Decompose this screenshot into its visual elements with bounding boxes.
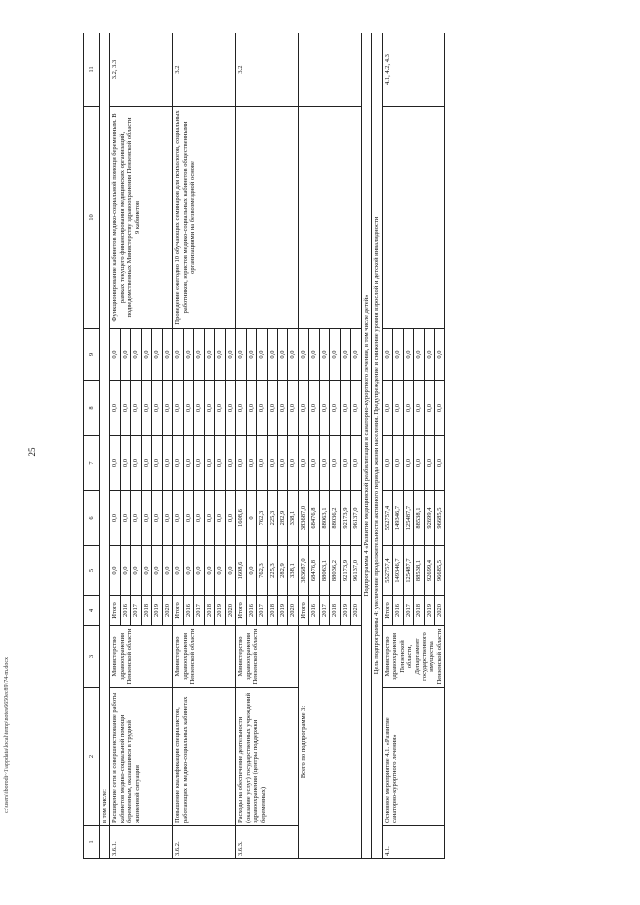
value-cell: 0,0 xyxy=(257,381,267,436)
value-cell: 0,0 xyxy=(288,436,298,491)
year-cell: 2019 xyxy=(424,596,434,626)
rotated-table-stage xyxy=(83,33,588,859)
value-cell: 0,0 xyxy=(309,381,319,436)
year-cell: 2019 xyxy=(277,596,287,626)
value-cell: 88036,2 xyxy=(330,546,340,596)
value-cell: 0,0 xyxy=(298,436,308,491)
value-cell: 282,9 xyxy=(277,491,287,546)
column-number: 1 xyxy=(84,826,100,859)
value-cell: 0,0 xyxy=(351,329,361,381)
value-cell: 0,0 xyxy=(330,381,340,436)
value-cell: 338,1 xyxy=(288,491,298,546)
value-cell: 68476,8 xyxy=(309,546,319,596)
value-cell: 0,0 xyxy=(267,329,277,381)
value-cell: 0,0 xyxy=(236,329,246,381)
subprogram-title-row xyxy=(361,33,371,859)
value-cell: 0,0 xyxy=(309,329,319,381)
value-cell: 0,0 xyxy=(225,329,235,381)
value-cell: 0,0 xyxy=(330,436,340,491)
value-cell: 762,3 xyxy=(257,546,267,596)
table-row xyxy=(110,33,120,859)
value-cell: 552757,4 xyxy=(382,491,392,546)
value-cell: 0,0 xyxy=(194,546,204,596)
value-cell: 149346,7 xyxy=(393,546,403,596)
value-cell: 96685,5 xyxy=(435,491,445,546)
table-body xyxy=(84,33,445,859)
value-cell: 0,0 xyxy=(298,329,308,381)
value-cell: 0,0 xyxy=(141,436,151,491)
value-cell: 0,0 xyxy=(246,329,256,381)
value-cell: 0,0 xyxy=(215,546,225,596)
column-number: 11 xyxy=(84,33,100,107)
value-cell: 0,0 xyxy=(110,381,120,436)
indicator-value: 9 кабинетов xyxy=(133,200,141,235)
value-cell: 88538,1 xyxy=(414,491,424,546)
value-cell: 0,0 xyxy=(340,436,350,491)
value-cell: 0,0 xyxy=(173,329,183,381)
executor: Министерство здравоохранения Пензенской области xyxy=(173,626,236,688)
value-cell: 0,0 xyxy=(246,436,256,491)
value-cell: 0,0 xyxy=(267,436,277,491)
value-cell: 0,0 xyxy=(340,381,350,436)
value-cell: 0,0 xyxy=(393,436,403,491)
goal-ref: 3.2, 3.3 xyxy=(110,33,173,107)
value-cell: 338,1 xyxy=(288,546,298,596)
value-cell: 0,0 xyxy=(110,491,120,546)
value-cell: 0,0 xyxy=(225,436,235,491)
executor: Министерство здравоохранения Пензенской области, Департамент государственного имущества Пензенской области xyxy=(382,626,445,688)
value-cell: 0,0 xyxy=(120,329,130,381)
value-cell: 0,0 xyxy=(152,546,162,596)
column-number: 5 xyxy=(84,546,100,596)
column-number: 3 xyxy=(84,626,100,688)
value-cell: 0,0 xyxy=(120,381,130,436)
value-cell: 0,0 xyxy=(330,329,340,381)
value-cell: 0,0 xyxy=(382,329,392,381)
value-cell: 0,0 xyxy=(110,546,120,596)
table-row xyxy=(298,33,308,859)
year-cell: 2016 xyxy=(120,596,130,626)
year-cell: 2017 xyxy=(257,596,267,626)
value-cell: 0,0 xyxy=(246,546,256,596)
value-cell: 0,0 xyxy=(225,381,235,436)
column-number: 9 xyxy=(84,329,100,381)
column-number: 2 xyxy=(84,688,100,826)
value-cell: 0,0 xyxy=(215,381,225,436)
column-number: 7 xyxy=(84,436,100,491)
value-cell: 225,3 xyxy=(267,491,277,546)
value-cell: 0,0 xyxy=(162,329,172,381)
value-cell: 96137,0 xyxy=(351,546,361,596)
value-cell: 0 xyxy=(246,491,256,546)
value-cell: 125487,7 xyxy=(403,491,413,546)
value-cell: 0,0 xyxy=(152,329,162,381)
row-number: 4.1. xyxy=(382,826,445,859)
value-cell: 92699,4 xyxy=(424,491,434,546)
year-cell: 2020 xyxy=(351,596,361,626)
table-row xyxy=(173,33,183,859)
value-cell: 0,0 xyxy=(110,329,120,381)
value-cell: 0,0 xyxy=(257,436,267,491)
value-cell: 0,0 xyxy=(173,491,183,546)
value-cell: 0,0 xyxy=(435,329,445,381)
year-cell: Итого xyxy=(298,596,308,626)
column-number: 8 xyxy=(84,381,100,436)
value-cell: 0,0 xyxy=(162,491,172,546)
value-cell: 0,0 xyxy=(382,436,392,491)
value-cell: 0,0 xyxy=(120,436,130,491)
value-cell: 92699,4 xyxy=(424,546,434,596)
value-cell: 0,0 xyxy=(351,381,361,436)
year-cell: 2019 xyxy=(340,596,350,626)
value-cell: 383687,0 xyxy=(298,491,308,546)
page-number: 25 xyxy=(27,447,37,457)
value-cell: 0,0 xyxy=(277,381,287,436)
value-cell: 0,0 xyxy=(403,436,413,491)
value-cell: 0,0 xyxy=(173,436,183,491)
subprogram-goal: Цель подпрограммы 4: увеличение продолжительности активного периода жизни населения. Предупреждение и снижение уровня взрослой и детской инвалидности xyxy=(372,33,382,859)
row-number: 3.6.3. xyxy=(236,826,299,859)
value-cell: 0,0 xyxy=(403,329,413,381)
value-cell: 0,0 xyxy=(141,381,151,436)
value-cell: 0,0 xyxy=(131,436,141,491)
row-number: 3.6.1. xyxy=(110,826,173,859)
value-cell: 88538,1 xyxy=(414,546,424,596)
year-cell: 2018 xyxy=(414,596,424,626)
value-cell: 0,0 xyxy=(173,546,183,596)
value-cell: 0,0 xyxy=(277,436,287,491)
value-cell: 0,0 xyxy=(414,436,424,491)
value-cell: 1608,6 xyxy=(236,491,246,546)
value-cell: 0,0 xyxy=(204,436,214,491)
year-cell: 2020 xyxy=(162,596,172,626)
value-cell: 0,0 xyxy=(225,491,235,546)
value-cell: 762,3 xyxy=(257,491,267,546)
year-cell: 2019 xyxy=(152,596,162,626)
value-cell: 0,0 xyxy=(173,381,183,436)
indicator-cell xyxy=(236,107,299,329)
empty-cell xyxy=(100,826,110,859)
value-cell: 0,0 xyxy=(194,491,204,546)
value-cell: 0,0 xyxy=(351,436,361,491)
value-cell: 0,0 xyxy=(288,381,298,436)
value-cell: 0,0 xyxy=(183,329,193,381)
year-cell: Итого xyxy=(382,596,392,626)
value-cell: 0,0 xyxy=(309,436,319,491)
footer-file-path: c:\users\iborodi~1\appdata\local\temp\notes6650ec89\74-m.docx xyxy=(4,656,10,813)
value-cell: 0,0 xyxy=(424,436,434,491)
value-cell: 383687,0 xyxy=(298,546,308,596)
year-cell: 2018 xyxy=(141,596,151,626)
goal-ref: 3.2 xyxy=(173,33,236,107)
column-number: 4 xyxy=(84,596,100,626)
table-row xyxy=(382,33,392,859)
value-cell: 0,0 xyxy=(215,329,225,381)
value-cell: 0,0 xyxy=(340,329,350,381)
value-cell: 0,0 xyxy=(215,491,225,546)
value-cell: 0,0 xyxy=(120,546,130,596)
value-cell: 96685,5 xyxy=(435,546,445,596)
year-cell: 2019 xyxy=(215,596,225,626)
program-table-page xyxy=(83,33,588,859)
value-cell: 0,0 xyxy=(120,491,130,546)
value-cell: 0,0 xyxy=(414,329,424,381)
value-cell: 0,0 xyxy=(131,546,141,596)
value-cell: 88036,2 xyxy=(330,491,340,546)
value-cell: 68476,8 xyxy=(309,491,319,546)
value-cell: 1608,6 xyxy=(236,546,246,596)
executor: Министерство здравоохранения Пензенской области xyxy=(110,626,173,688)
year-cell: 2016 xyxy=(309,596,319,626)
year-cell: 2017 xyxy=(194,596,204,626)
value-cell: 0,0 xyxy=(393,381,403,436)
value-cell: 0,0 xyxy=(110,436,120,491)
value-cell: 0,0 xyxy=(183,491,193,546)
value-cell: 0,0 xyxy=(267,381,277,436)
value-cell: 0,0 xyxy=(204,546,214,596)
value-cell: 0,0 xyxy=(183,546,193,596)
indicator-cell xyxy=(382,107,445,329)
intro-row xyxy=(100,33,110,859)
year-cell: 2017 xyxy=(319,596,329,626)
value-cell: 0,0 xyxy=(435,381,445,436)
year-cell: Итого xyxy=(110,596,120,626)
goal-ref: 3.2 xyxy=(236,33,299,107)
value-cell: 0,0 xyxy=(131,381,141,436)
indicator-cell xyxy=(110,107,173,329)
year-cell: 2016 xyxy=(246,596,256,626)
value-cell: 0,0 xyxy=(141,329,151,381)
year-cell: Итого xyxy=(236,596,246,626)
value-cell: 0,0 xyxy=(319,381,329,436)
indicator-text: Функционирование кабинетов медико-социальной помощи беременным. В рамках текущего финансирования медицинских организаций, подведомственных Министерству здравоохранения Пензенской области xyxy=(111,113,134,322)
value-cell: 0,0 xyxy=(131,491,141,546)
value-cell: 552757,4 xyxy=(382,546,392,596)
value-cell: 0,0 xyxy=(403,381,413,436)
value-cell: 92173,9 xyxy=(340,491,350,546)
year-cell: 2018 xyxy=(267,596,277,626)
value-cell: 0,0 xyxy=(393,329,403,381)
value-cell: 0,0 xyxy=(194,436,204,491)
value-cell: 0,0 xyxy=(204,491,214,546)
goal-ref: 4.1, 4.2, 4.3 xyxy=(382,33,445,107)
value-cell: 0,0 xyxy=(414,381,424,436)
goal-ref xyxy=(298,33,361,107)
value-cell: 0,0 xyxy=(424,329,434,381)
value-cell: 0,0 xyxy=(162,381,172,436)
activity-name: Основное мероприятие 4.1. «Развитие санаторно-курортного лечения» xyxy=(382,688,445,826)
program-activities-table xyxy=(83,33,445,859)
value-cell: 0,0 xyxy=(246,381,256,436)
value-cell: 0,0 xyxy=(435,436,445,491)
column-number-row xyxy=(84,33,100,859)
activity-name: Расширение сети и совершенствование работы кабинетов медико-социальной помощи беременным, оказавшимся в трудной жизненной ситуации xyxy=(110,688,173,826)
value-cell: 0,0 xyxy=(131,329,141,381)
value-cell: 0,0 xyxy=(424,381,434,436)
value-cell: 225,3 xyxy=(267,546,277,596)
value-cell: 0,0 xyxy=(236,381,246,436)
value-cell: 0,0 xyxy=(162,436,172,491)
value-cell: 0,0 xyxy=(277,329,287,381)
value-cell: 88063,1 xyxy=(319,491,329,546)
year-cell: 2020 xyxy=(225,596,235,626)
year-cell: 2020 xyxy=(288,596,298,626)
indicator-cell xyxy=(173,107,236,329)
value-cell: 0,0 xyxy=(194,381,204,436)
value-cell: 125487,7 xyxy=(403,546,413,596)
value-cell: 149346,7 xyxy=(393,491,403,546)
value-cell: 0,0 xyxy=(141,491,151,546)
table-row xyxy=(236,33,246,859)
intro-text: в том числе: xyxy=(100,33,110,826)
row-number: 3.6.2. xyxy=(173,826,236,859)
value-cell: 88063,1 xyxy=(319,546,329,596)
value-cell: 0,0 xyxy=(152,381,162,436)
value-cell: 0,0 xyxy=(204,381,214,436)
value-cell: 0,0 xyxy=(236,436,246,491)
value-cell: 0,0 xyxy=(382,381,392,436)
indicator-cell xyxy=(298,107,361,329)
year-cell: 2018 xyxy=(330,596,340,626)
column-number: 10 xyxy=(84,107,100,329)
goal-row xyxy=(372,33,382,859)
executor: Министерство здравоохранения Пензенской области xyxy=(236,626,299,688)
total-label: Всего по подпрограмме 3: xyxy=(298,626,361,859)
column-number: 6 xyxy=(84,491,100,546)
value-cell: 0,0 xyxy=(183,381,193,436)
value-cell: 0,0 xyxy=(194,329,204,381)
value-cell: 0,0 xyxy=(152,491,162,546)
value-cell: 0,0 xyxy=(152,436,162,491)
value-cell: 0,0 xyxy=(319,436,329,491)
year-cell: 2016 xyxy=(183,596,193,626)
value-cell: 0,0 xyxy=(257,329,267,381)
value-cell: 92173,9 xyxy=(340,546,350,596)
value-cell: 0,0 xyxy=(288,329,298,381)
indicator-text: Проведение ежегодно 10 обучающих семинаров для психологов, социальных работников, юристов медико-социальных кабинетов общественными организациями на безвозмездной основе xyxy=(174,110,197,325)
value-cell: 0,0 xyxy=(225,546,235,596)
value-cell: 0,0 xyxy=(215,436,225,491)
activity-name: Повышение квалификации специалистов, работающих в медико-социальных кабинетах xyxy=(173,688,236,826)
subprogram-title: Подпрограмма 4 «Развитие медицинской реабилитации и санаторно-курортного лечения, в том числе детей» xyxy=(361,33,371,859)
year-cell: Итого xyxy=(173,596,183,626)
year-cell: 2020 xyxy=(435,596,445,626)
activity-name: Расходы на обеспечение деятельности (оказание услуг) государственных учреждений здравоохранения (центры поддержки беременных) xyxy=(236,688,299,826)
value-cell: 0,0 xyxy=(298,381,308,436)
value-cell: 0,0 xyxy=(183,436,193,491)
year-cell: 2016 xyxy=(393,596,403,626)
value-cell: 0,0 xyxy=(204,329,214,381)
year-cell: 2017 xyxy=(403,596,413,626)
value-cell: 0,0 xyxy=(162,546,172,596)
value-cell: 0,0 xyxy=(141,546,151,596)
year-cell: 2018 xyxy=(204,596,214,626)
value-cell: 0,0 xyxy=(319,329,329,381)
value-cell: 96137,0 xyxy=(351,491,361,546)
year-cell: 2017 xyxy=(131,596,141,626)
value-cell: 282,9 xyxy=(277,546,287,596)
